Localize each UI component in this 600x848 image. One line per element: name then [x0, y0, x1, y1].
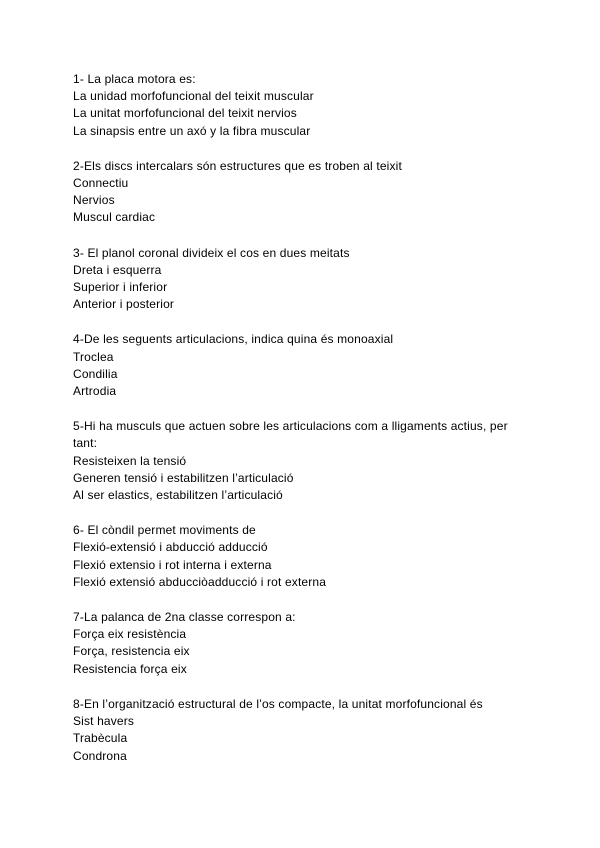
answer-option: Condilia — [73, 366, 118, 381]
question-2 — [73, 158, 533, 227]
answer-option: Nervios — [73, 193, 115, 208]
question-title: 8-En l’organització estructural de l’os compacte, la unitat morfofuncional és — [73, 696, 483, 711]
answer-option: Superior i inferior — [73, 280, 168, 295]
answer-option: La sinapsis entre un axó y la fibra muscular — [73, 123, 311, 138]
question-title: 2-Els discs intercalars són estructures que es troben al teixit — [73, 158, 402, 173]
question-title: 7-La palanca de 2na classe correspon a: — [73, 610, 296, 625]
question-3 — [73, 245, 533, 314]
question-title: 3- El planol coronal divideix el cos en dues meitats — [73, 245, 350, 260]
answer-option: La unitat morfofuncional del teixit nervios — [73, 106, 297, 121]
answer-option: La unidad morfofuncional del teixit muscular — [73, 89, 314, 104]
question-list — [73, 71, 533, 783]
answer-option: Trabècula — [73, 731, 128, 746]
answer-option: Condrona — [73, 748, 127, 763]
question-title: 1- La placa motora es: — [73, 72, 196, 86]
answer-option: Sist havers — [73, 714, 135, 729]
question-4 — [73, 331, 533, 400]
answer-option: Muscul cardiac — [73, 210, 156, 225]
answer-option: Al ser elastics, estabilitzen l’articulació — [73, 488, 283, 503]
question-title: 6- El còndil permet moviments de — [73, 523, 256, 538]
answer-option: Flexió extensio i rot interna i externa — [73, 557, 272, 572]
question-5 — [73, 418, 533, 504]
answer-option: Resistencia força eix — [73, 661, 187, 676]
answer-option: Generen tensió i estabilitzen l’articulació — [73, 470, 294, 485]
answer-option: Resisteixen la tensió — [73, 453, 187, 468]
answer-option: Força, resistencia eix — [73, 644, 190, 659]
question-title: 5-Hi ha musculs que actuen sobre les articulacions com a lligaments actius, per tant: — [73, 419, 508, 451]
question-title: 4-De les seguents articulacions, indica quina és monoaxial — [73, 332, 394, 347]
answer-option: Flexió extensió abducciòadducció i rot externa — [73, 574, 327, 589]
answer-option: Flexió-extensió i abducció adducció — [73, 540, 268, 555]
question-1 — [73, 71, 533, 140]
question-6 — [73, 522, 533, 591]
answer-option: Força eix resistència — [73, 627, 187, 642]
question-7 — [73, 609, 533, 678]
answer-option: Dreta i esquerra — [73, 262, 162, 277]
answer-option: Anterior i posterior — [73, 297, 175, 312]
answer-option: Artrodia — [73, 384, 117, 399]
answer-option: Connectiu — [73, 176, 129, 191]
answer-option: Troclea — [73, 349, 114, 364]
question-8 — [73, 696, 533, 765]
